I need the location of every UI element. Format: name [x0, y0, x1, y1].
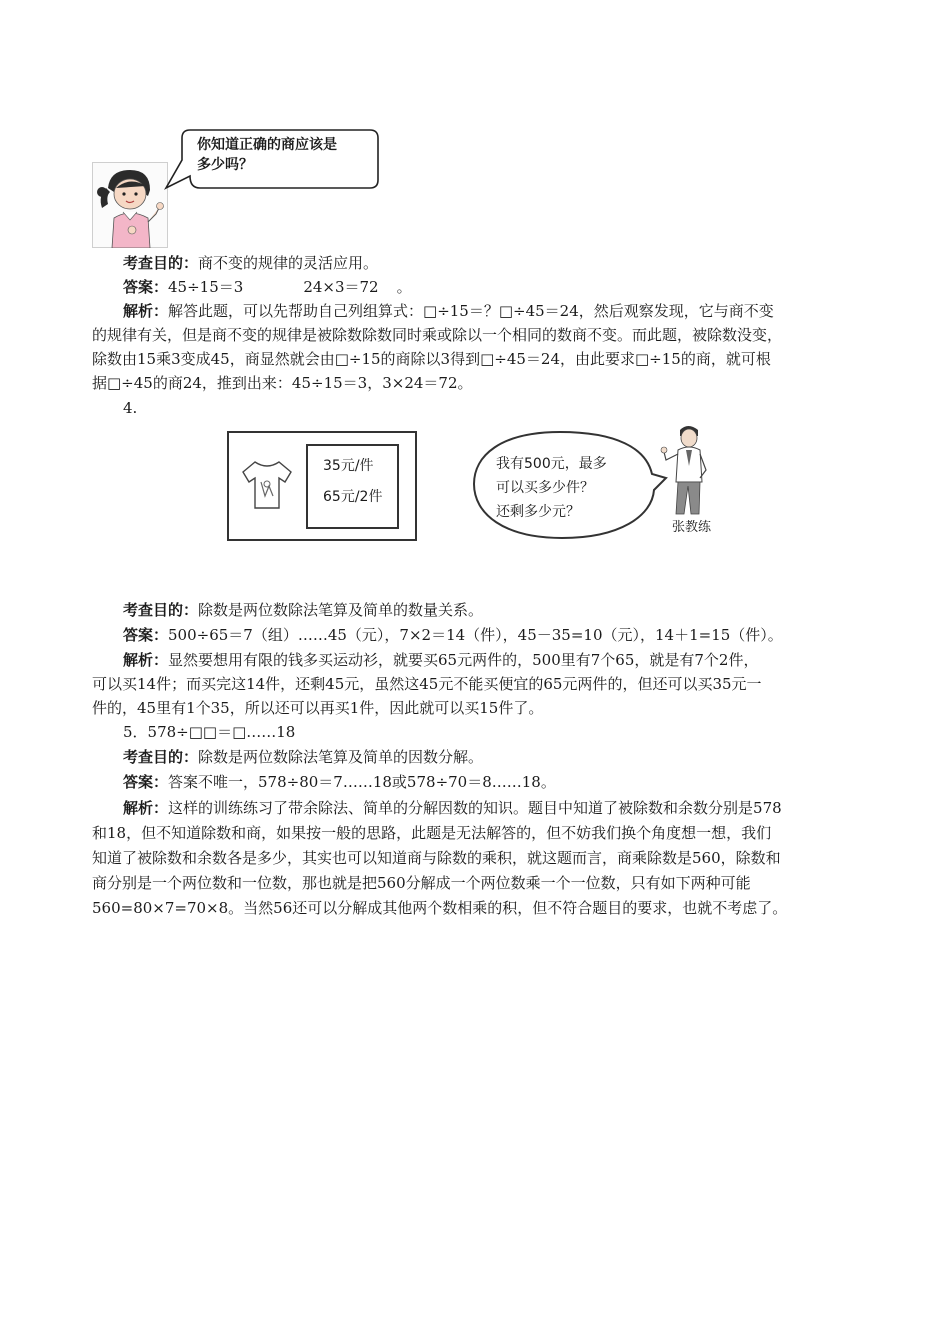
q5-answer-label: 答案： [123, 773, 169, 791]
q4-analysis-text1: 显然要想用有限的钱多买运动衫，就要买65元两件的，500里有7个65，就是有7个2件， [168, 651, 759, 669]
girl-illustration [92, 162, 168, 248]
q5-analysis-text1: 这样的训练练习了带余除法、简单的分解因数的知识。题目中知道了被除数和余数分别是578 [168, 799, 782, 817]
q3-purpose [123, 251, 893, 275]
q5-purpose [123, 745, 893, 769]
q4-analysis-line2: 可以买14件；而买完这14件，还剩45元，虽然这45元不能买便宜的65元两件的，但还可以买35元一 [92, 675, 762, 693]
q4-purpose-label: 考查目的： [123, 601, 199, 619]
q4-number: 4. [123, 399, 138, 417]
q4-answer-label: 答案： [123, 626, 169, 644]
q5-purpose-label: 考查目的： [123, 748, 199, 766]
q3-answer-part2: 24×3＝72 [303, 278, 379, 296]
speech-bubble-line2: 多少吗？ [197, 157, 253, 173]
q4-analysis-label: 解析： [123, 651, 169, 669]
coach-figure [660, 422, 716, 518]
q3-purpose-label: 考查目的： [123, 254, 199, 272]
q4-answer-text: 500÷65＝7（组）……45（元），7×2＝14（件），45－35=10（元），14＋1=15（件）。 [168, 626, 783, 644]
girl-figure [92, 162, 168, 248]
q3-answer-end: 。 [396, 278, 412, 296]
q3-analysis-line1 [123, 299, 893, 323]
q3-answer-label: 答案： [123, 278, 169, 296]
q5-analysis-label: 解析： [123, 799, 169, 817]
q3-analysis-line4: 据□÷45的商24，推到出来：45÷15＝3，3×24＝72。 [92, 374, 473, 392]
q3-answer [123, 275, 893, 299]
q3-analysis-line2: 的规律有关，但是商不变的规律是被除数除数同时乘或除以一个相同的数商不变。而此题，被除数没变， [92, 326, 783, 344]
q4-analysis-line1 [123, 648, 893, 672]
price-2: 65元/2件 [323, 489, 383, 505]
q3-analysis-text1: 解答此题，可以先帮助自己列组算式：□÷15＝？□÷45＝24，然后观察发现，它与商不变 [168, 302, 774, 320]
coach-name: 张教练 [672, 520, 712, 535]
speech-bubble-line1: 你知道正确的商应该是 [197, 137, 337, 153]
q3-analysis-label: 解析： [123, 302, 169, 320]
q3-purpose-text: 商不变的规律的灵活应用。 [198, 254, 379, 272]
q4-analysis-line3: 件的，45里有1个35，所以还可以再买1件，因此就可以买15件了。 [92, 699, 544, 717]
coach-speech-line1: 我有500元，最多 [496, 456, 607, 472]
q5-analysis-line3: 知道了被除数和余数各是多少，其实也可以知道商与除数的乘积，就这题而言，商乘除数是560，除数和 [92, 849, 781, 867]
q5-answer [123, 770, 893, 794]
q5-question: 5．578÷□□＝□……18 [123, 723, 296, 741]
q5-analysis-line4: 商分别是一个两位数和一位数，那也就是把560分解成一个两位数乘一个一位数，只有如下两种可能 [92, 874, 751, 892]
coach-speech-line2: 可以买多少件？ [496, 480, 594, 496]
q3-analysis-line3: 除数由15乘3变成45，商显然就会由□÷15的商除以3得到□÷45＝24，由此要求□÷15的商，就可根 [92, 350, 771, 368]
q4-answer [123, 623, 893, 647]
q5-answer-text: 答案不唯一，578÷80＝7……18或578÷70＝8……18。 [168, 773, 556, 791]
speech-bubble-text [197, 135, 377, 175]
q5-analysis-line1 [123, 796, 893, 820]
q5-analysis-line5: 560=80×7=70×8。当然56还可以分解成其他两个数相乘的积，但不符合题目的要求，也就不考虑了。 [92, 899, 788, 917]
q4-purpose-text: 除数是两位数除法笔算及简单的数量关系。 [198, 601, 484, 619]
q5-analysis-line2: 和18，但不知道除数和商，如果按一般的思路，此题是无法解答的，但不妨我们换个角度想一想，我们 [92, 824, 772, 842]
coach-speech-text [496, 452, 656, 524]
q3-answer-part1: 45÷15＝3 [168, 278, 244, 296]
tshirt-icon [241, 456, 293, 514]
price-1: 35元/件 [323, 458, 374, 474]
q4-purpose [123, 598, 893, 622]
q5-purpose-text: 除数是两位数除法笔算及简单的因数分解。 [198, 748, 484, 766]
coach-speech-line3: 还剩多少元？ [496, 504, 580, 520]
